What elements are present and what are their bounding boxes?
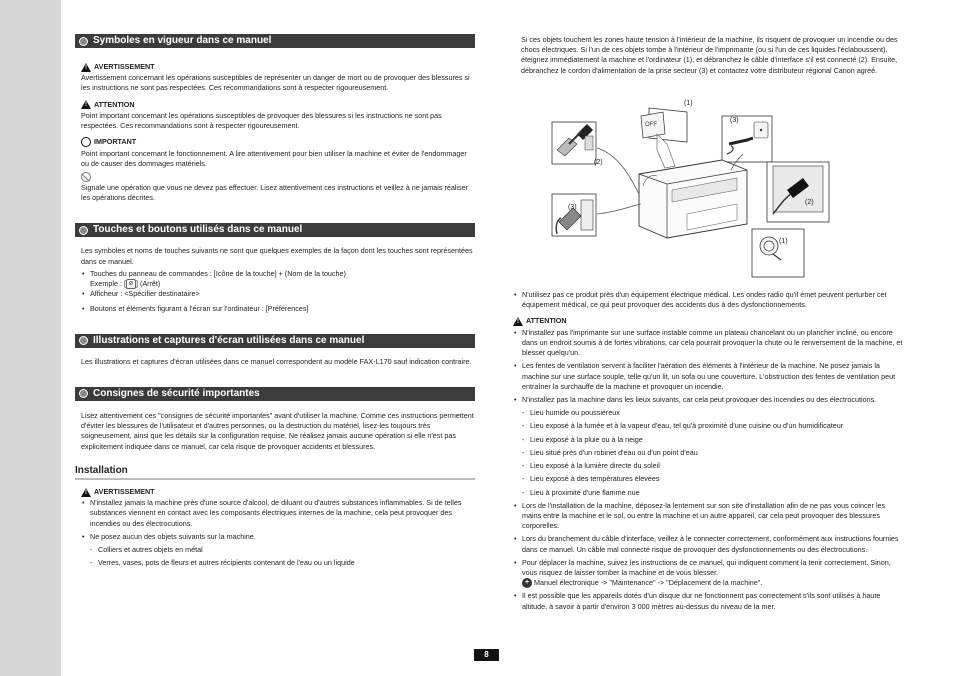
- sublist-item: - Lieu exposé à la pluie ou à la neige: [522, 435, 903, 445]
- attention-list: [513, 328, 903, 612]
- figure-label: (2): [594, 159, 603, 166]
- warning-label: ! AVERTISSEMENT: [81, 487, 475, 497]
- unplug-illustration: [547, 94, 832, 284]
- sublist-item: - Lieu exposé à la fumée et à la vapeur d'eau, tel qu'à proximité d'une cuisine ou d'un humidificateur: [522, 421, 903, 431]
- sublist-item: - Verres, vases, pots de fleurs et autres récipients contenant de l'eau ou un liquide: [90, 558, 475, 568]
- important-icon: [81, 137, 91, 147]
- list-item: • Lors du branchement du câble d'interface, veillez à le connecter correctement, conformément aux instructions fournies dans ce manuel. Un câble mal connecté risque de provoquer des dysfonctionnements ou des électrocutions.: [513, 534, 903, 554]
- inset-power-switch: [641, 108, 687, 168]
- page-number: 8: [474, 649, 499, 661]
- figure-label: (1): [779, 238, 788, 245]
- radio-warning-list: [513, 290, 903, 310]
- section-bullet-icon: [79, 336, 88, 345]
- right-column: [513, 35, 903, 76]
- interface-cable-line: [597, 148, 639, 194]
- attention-text: Point important concernant les opérations susceptibles de provoquer des blessures si les instructions ne sont pas respectées. Ces recommandations sont à respecter rigoureusement.: [81, 110, 442, 131]
- figure-label: (3): [730, 117, 739, 124]
- caution-icon: [513, 317, 523, 326]
- section-bullet-icon: [79, 226, 88, 235]
- list-item: • Boutons et éléments figurant à l'écran sur l'ordinateur : [Préférences]: [81, 304, 475, 314]
- list-item: • Ne posez aucun des objets suivants sur la machine. - Colliers et autres objets en métal - Verres, vases, pots de fleurs et autres récipients contenant de l'eau ou un liquide: [81, 532, 475, 569]
- installation-warning-list: [81, 498, 475, 568]
- installation-block: [75, 487, 475, 569]
- symbols-block: [75, 62, 475, 203]
- section-header-keys: [75, 223, 475, 237]
- figure-label: (2): [805, 199, 814, 206]
- safety-text: Lisez attentivement ces "consignes de sécurité importantes" avant d'utiliser la machine. Comme ces instructions permettent d'éviter les blessures de l'utilisateur et d'autres personnes, ou la destruction du matériel, lisez-les toujours très soigneusement, ainsi que les détails sur la configuration requise. Ne réalisez jamais aucune opération si elle n'est pas explicitement indiquée dans ce manuel, car cela risque de provoquer accidents et blessures.: [81, 410, 474, 451]
- list-item: • Les fentes de ventilation servent à faciliter l'aération des éléments à l'intérieur de la machine. Ne posez jamais la machine sur une surface souple, telle qu'un lit, un sofa ou une couverture. L'obstruction des fentes de ventilation peut entraîner la surchauffe de la machine et provoquer un incendie.: [513, 361, 903, 392]
- intro-paragraph: Si ces objets touchent les zones haute tension à l'intérieur de la machine, ils risquent de provoquer un incendie ou des chocs électriques. Si l'un de ces objets tombe à l'intérieur de l'imprimante (ou si l'un de ces liquides l'éclaboussent), éteignez immédiatement la machine et l'ordinateur (1), et débranchez le câble d'interface s'il est connecté (2). Ensuite, débranchez le cordon d'alimentation de la prise secteur (3) et contactez votre distributeur régional Canon agréé.: [521, 35, 898, 75]
- list-item: • Touches du panneau de commandes : [Icône de la touche] + (Nom de la touche) Exemple : [ ⊘ ] (Arrêt): [81, 269, 475, 289]
- left-column: [75, 34, 475, 569]
- section-title: Symboles en vigueur dans ce manuel: [93, 35, 272, 46]
- inset-computer-cable: [767, 162, 829, 222]
- caution-icon: [81, 100, 91, 109]
- list-item: • Lors de l'installation de la machine, déposez-la lentement sur son site d'installation afin de ne pas vous coincer les mains entre la machine et le sol, ou entre la machine et un autre appareil, car cela peut provoquer des blessures corporelles.: [513, 501, 903, 532]
- right-lower-block: [513, 290, 903, 612]
- section-bullet-icon: [79, 389, 88, 398]
- objects-sublist: [90, 545, 475, 568]
- power-cord-line: [597, 204, 641, 214]
- section-title: Touches et boutons utilisés dans ce manuel: [93, 224, 303, 236]
- section-title: Consignes de sécurité importantes: [93, 387, 260, 399]
- stop-key-icon: ⊘: [126, 279, 136, 289]
- inset-power-plug: [552, 194, 596, 236]
- list-item: • Afficheur : <Spécifier destinataire>: [81, 289, 475, 299]
- illustrations-block: [75, 357, 475, 367]
- keys-list: [81, 269, 475, 314]
- figure-label: (3): [568, 204, 577, 211]
- sublist-item: - Lieu humide ou poussiéreux: [522, 408, 903, 418]
- important-text: Point important concernant le fonctionnement. A lire attentivement pour bien utiliser la machine et éviter de l'endommager ou de causer des dommages matériels.: [81, 148, 467, 168]
- illustrations-text: Les illustrations et captures d'écran utilisées dans ce manuel correspondent au modèle FAX-L170 sauf indication contraire.: [81, 356, 472, 366]
- keys-block: [75, 246, 475, 313]
- sublist-item: - Colliers et autres objets en métal: [90, 545, 475, 555]
- warning-icon: [81, 63, 91, 72]
- prohibit-text: Signale une opération que vous ne devez pas effectuer. Lisez attentivement ces instructions et veillez à ne jamais réaliser les opérations décrites.: [81, 182, 469, 203]
- sublist-item: - Lieu situé près d'un robinet d'eau ou d'un point d'eau: [522, 448, 903, 458]
- figure-label: (1): [684, 100, 693, 107]
- inset-interface-cable: [552, 122, 596, 164]
- list-item: • N'installez jamais la machine près d'une source d'alcool, de diluant ou d'autres substances inflammables. Si de telles substances viennent en contact avec les composants électriques internes de la machine, cela peut provoquer des incendies ou des électrocutions.: [81, 498, 475, 529]
- places-sublist: [522, 408, 903, 498]
- warning-icon: [81, 488, 91, 497]
- warning-label: ! AVERTISSEMENT: [81, 62, 475, 72]
- list-item: • N'utilisez pas ce produit près d'un équipement électrique médical. Les ondes radio qu'il émet peuvent perturber cet équipement médical, ce qui peut provoquer des accidents dus à des dysfonctionnements.: [513, 290, 903, 310]
- safety-block: [75, 411, 475, 452]
- list-item: • Il est possible que les appareils dotés d'un disque dur ne fonctionnent pas correctement s'ils sont utilisés à haute altitude, à savoir à partir d'environ 3 000 mètres au-dessus du niveau de la mer.: [513, 591, 903, 611]
- prohibited-icon: [81, 172, 91, 182]
- attention-label: ! ATTENTION: [513, 316, 903, 326]
- installation-heading: Installation: [75, 464, 475, 480]
- keys-intro: Les symboles et noms de touches suivants ne sont que quelques exemples de la façon dont les touches sont représentées dans ce manuel.: [81, 246, 473, 266]
- important-label: IMPORTANT: [81, 137, 475, 147]
- attention-label: ! ATTENTION: [81, 100, 475, 110]
- prohibit-row: [81, 172, 475, 183]
- warning-text: Avertissement concernant les opérations susceptibles de représenter un danger de mort ou de provoquer des blessures si les instructions ne sont pas respectées. Ces recommandations sont à respecter rigoureusement.: [81, 73, 470, 93]
- section-bullet-icon: [79, 37, 88, 46]
- section-header-safety: [75, 387, 475, 401]
- sublist-item: - Lieu exposé à des températures élevées: [522, 474, 903, 484]
- sublist-item: - Lieu exposé à la lumière directe du soleil: [522, 461, 903, 471]
- list-item: • Pour déplacer la machine, suivez les instructions de ce manuel, qui indiquent comment la tenir correctement. Sinon, vous risquez de laisser tomber la machine et de vous blesser. + Manuel électronique -> "Maintenance" -> "Déplacement de la machine".: [513, 558, 903, 589]
- fax-machine-drawing: [639, 160, 747, 238]
- manual-reference-link[interactable]: Manuel électronique -> "Maintenance" -> "Déplacement de la machine".: [534, 578, 763, 588]
- off-label: OFF: [645, 122, 657, 128]
- section-header-illustrations: [75, 334, 475, 348]
- sublist-item: - Lieu à proximité d'une flamme nue: [522, 488, 903, 498]
- page-margin-band: [0, 0, 61, 676]
- section-title: Illustrations et captures d'écran utilisées dans ce manuel: [93, 334, 365, 346]
- section-header-symbols: [75, 34, 475, 48]
- list-item: • N'installez pas la machine dans les lieux suivants, car cela peut provoquer des incendies ou des électrocutions. - Lieu humide ou poussiéreux - Lieu exposé à la fumée et à la vapeur d'eau, tel qu'à proximité d'une cuisine ou d'un humidificateur - Lieu exposé à la pluie ou à la neige - Lieu situé près d'un robinet d'eau ou d'un point d'eau - Lieu exposé à la lumière directe du soleil - Lieu exposé à des températures élevées - Lieu à proximité d'une flamme nue: [513, 395, 903, 498]
- list-item: • N'installez pas l'imprimante sur une surface instable comme un plateau chancelant ou un plancher incliné, ou encore dans un endroit soumis à de fortes vibrations, car cela pourrait provoquer la chute ou le renversement de la machine, et blesser quelqu'un.: [513, 328, 903, 359]
- manual-reference-icon: +: [522, 578, 532, 588]
- inset-computer-button: [752, 229, 804, 277]
